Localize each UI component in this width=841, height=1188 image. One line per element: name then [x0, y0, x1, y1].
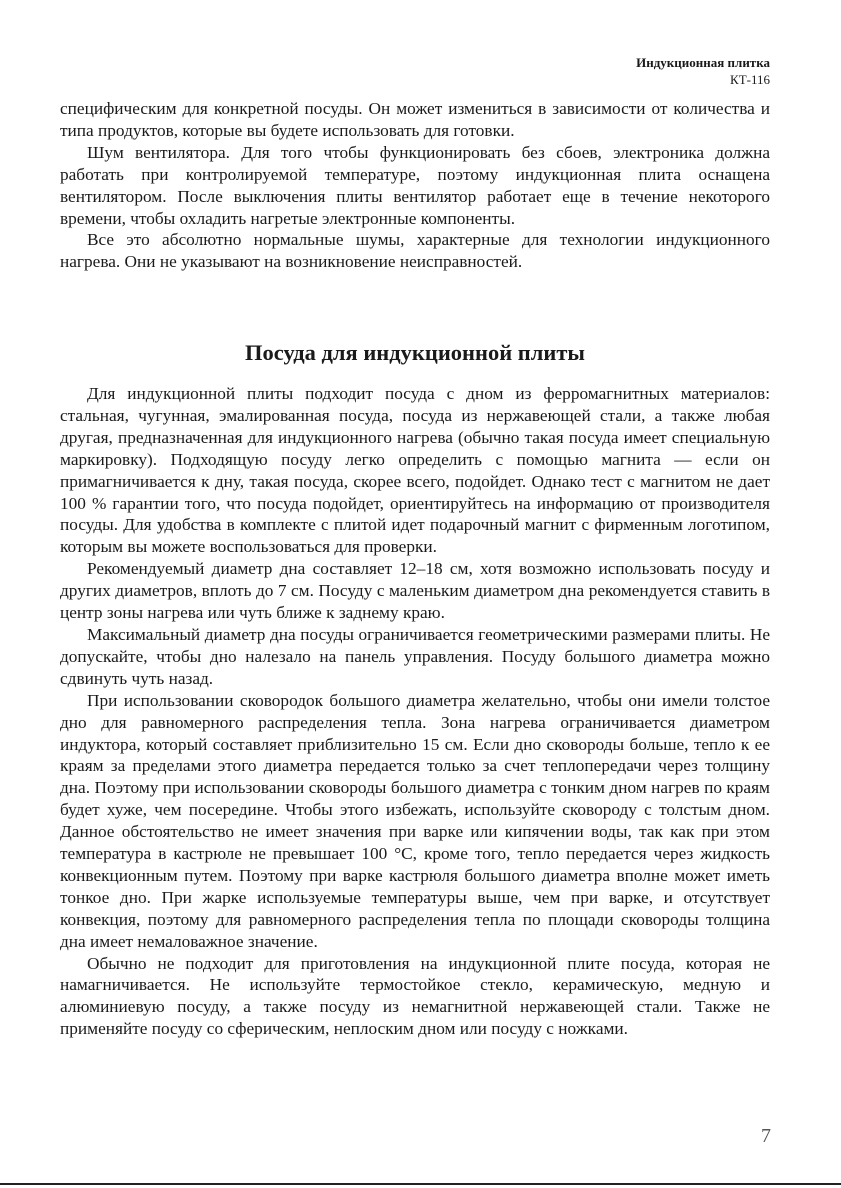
section-paragraph-frying-pans: При использовании сковородок большого диаметра желательно, чтобы они имели толстое дно для равномерного распределения тепла. Зона нагрева ограничивается диаметром индуктора, который составляет приблизительно 15 см. Если дно сковороды больше, тепло к ее краям за пределами этого диаметра передается только за счет теплопередачи через толщину дна. Поэтому при использовании сковороды большого диаметра с тонким дном нагрев по краям будет хуже, чем посередине. Чтобы этого избежать, используйте сковороду с толстым дном. Данное обстоятельство не имеет значения при варке или кипячении воды, так как при этом температура в кастрюле не превышает 100 °C, кроме того, тепло передается через жидкость конвекционным путем. Поэтому при варке кастрюля большого диаметра вполне может иметь тонкое дно. При жарке используемые температуры выше, чем при варке, и отсутствует конвекция, поэтому для равномерного распределения тепла по площади сковороды толщина дна имеет немаловажное значение.: [60, 690, 770, 951]
page-number: 7: [761, 1125, 771, 1147]
section-paragraph-materials: Для индукционной плиты подходит посуда с дном из ферромагнитных материалов: стальная, чугунная, эмалированная посуда, посуда из нержавеющей стали, а также любая другая, предназначенная для индукционного нагрева (обычно такая посуда имеет специальную маркировку). Подходящую посуду легко определить с помощью магнита — если он примагничивается к дну, такая посуда, скорее всего, подойдет. Однако тест с магнитом не дает 100 % гарантии того, что посуда подойдет, ориентируйтесь на информацию от производителя посуды. Для удобства в комплекте с плитой идет подарочный магнит с фирменным логотипом, которым вы можете воспользоваться для проверки.: [60, 384, 770, 557]
intro-paragraph-continued: специфическим для конкретной посуды. Он может измениться в зависимости от количества и типа продуктов, которые вы будете использовать для готовки.: [60, 99, 770, 140]
header-model: КТ-116: [730, 72, 770, 87]
section-paragraph-max-diameter: Максимальный диаметр дна посуды ограничивается геометрическими размерами плиты. Не допускайте, чтобы дно налезало на панель управления. Посуду большого диаметра можно сдвинуть чуть назад.: [60, 624, 770, 688]
intro-paragraph-fan-noise: Шум вентилятора. Для того чтобы функционировать без сбоев, электроника должна работать при контролируемой температуре, поэтому индукционная плита оснащена вентилятором. После выключения плиты вентилятор работает еще в течение некоторого времени, чтобы охладить нагретые электронные компоненты.: [60, 142, 770, 228]
section-paragraph-unsuitable: Обычно не подходит для приготовления на индукционной плите посуда, которая не намагничивается. Не используйте термостойкое стекло, керамическую, медную и алюминиевую посуду, а также посуду из немагнитной нержавеющей стали. Также не применяйте посуду со сферическим, неплоским дном или посуду с ножками.: [60, 953, 770, 1039]
header-title: Индукционная плитка: [636, 55, 770, 70]
section-heading: Посуда для индукционной плиты: [245, 340, 585, 365]
page-bottom-divider: [0, 1183, 841, 1185]
intro-paragraph-normal-noise: Все это абсолютно нормальные шумы, характерные для технологии индукционного нагрева. Они не указывают на возникновение неисправностей.: [60, 230, 770, 272]
intro-text-block: [60, 98, 770, 273]
running-header: [636, 54, 770, 88]
section-paragraph-diameter: Рекомендуемый диаметр дна составляет 12–18 см, хотя возможно использовать посуду и других диаметров, вплоть до 7 см. Посуду с маленьким диаметром дна рекомендуется ставить в центр зоны нагрева или чуть ближе к заднему краю.: [60, 559, 770, 623]
section-text-block: [60, 383, 770, 1040]
